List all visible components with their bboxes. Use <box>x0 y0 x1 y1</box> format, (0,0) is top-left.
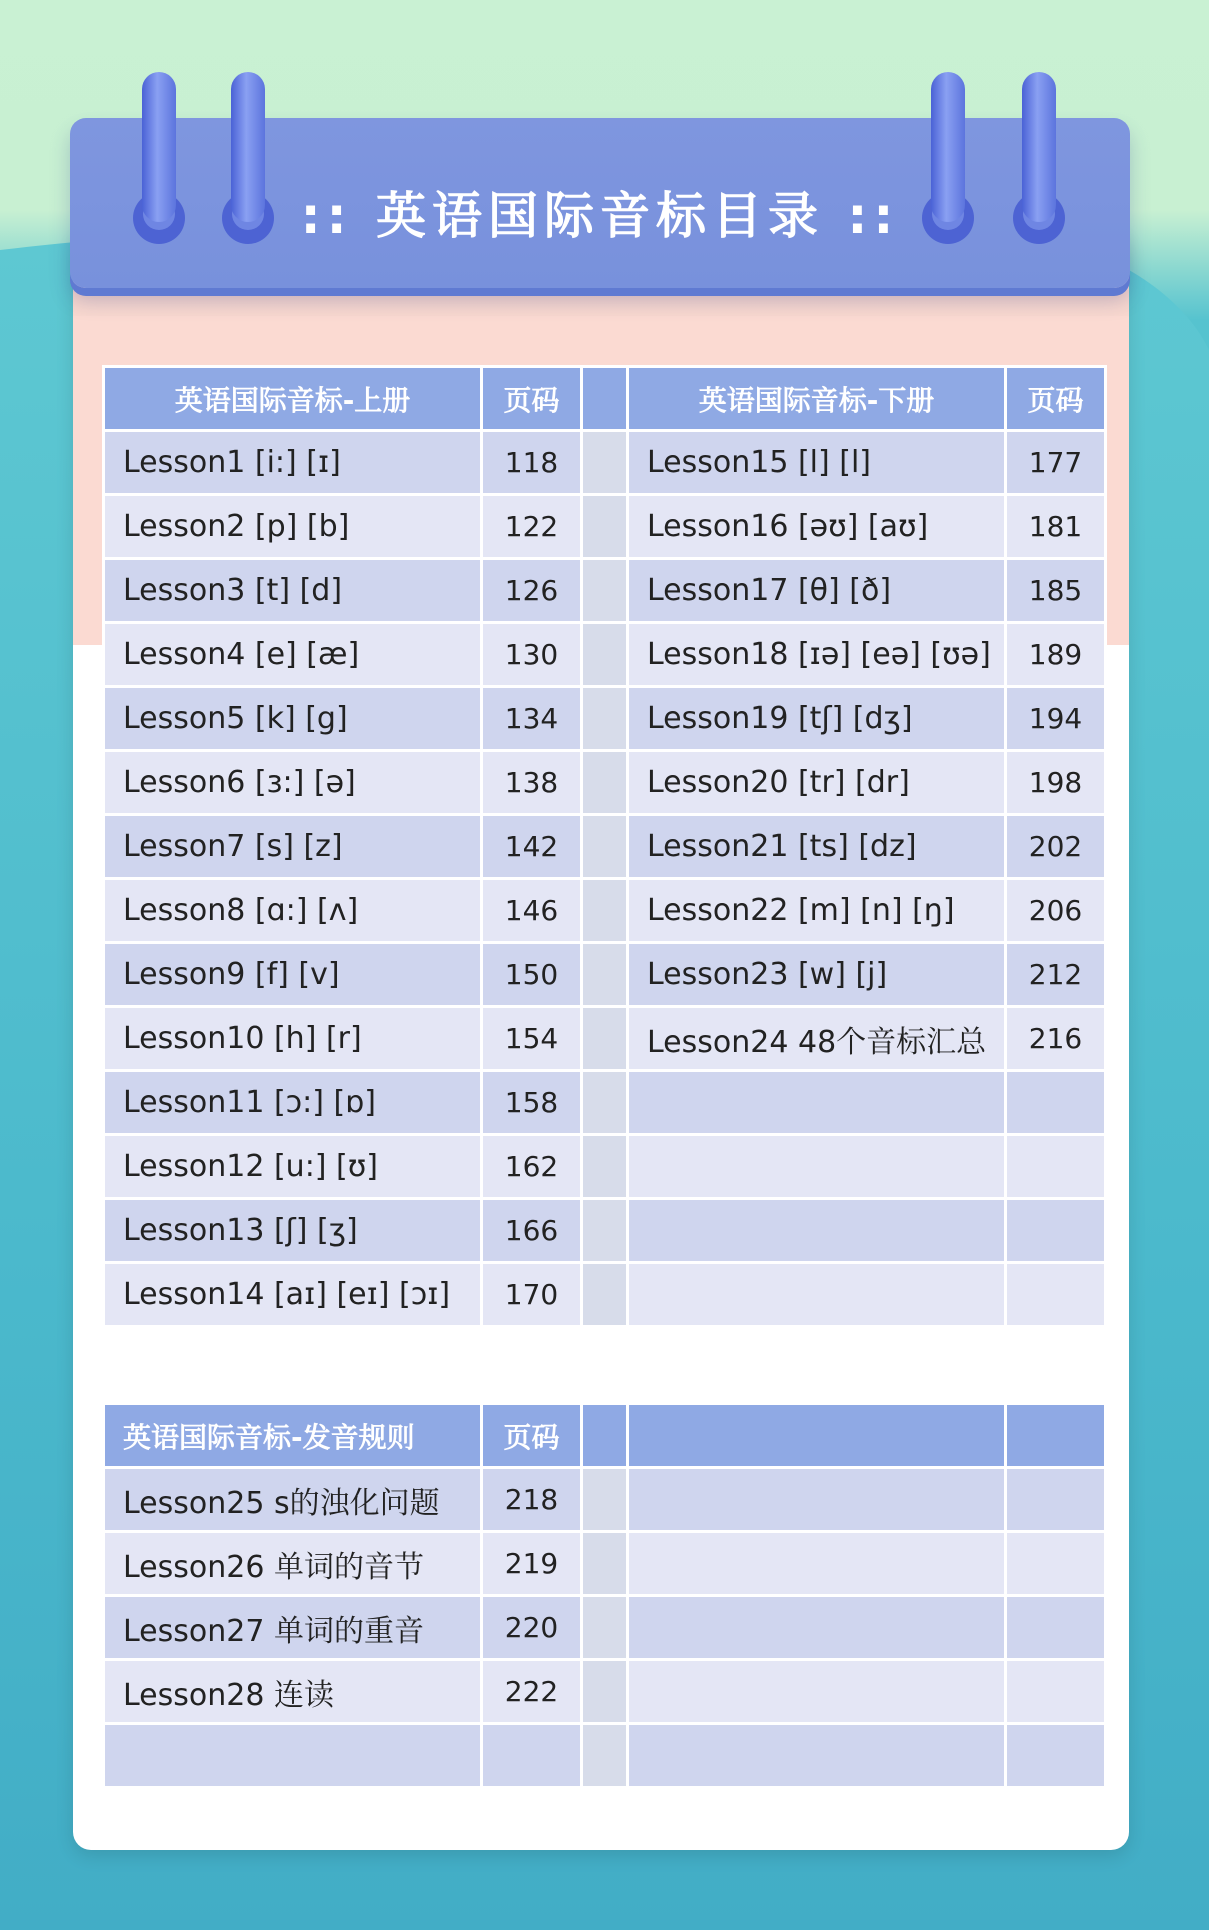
lesson-title: Lesson27 单词的重音 <box>104 1596 482 1660</box>
column-separator <box>582 431 628 495</box>
column-separator <box>582 1263 628 1327</box>
column-separator <box>582 623 628 687</box>
lesson-title: Lesson12 [u:] [ʊ] <box>104 1135 482 1199</box>
lesson-title: Lesson23 [w] [j] <box>628 943 1006 1007</box>
table-row <box>104 1071 1106 1135</box>
column-separator <box>582 943 628 1007</box>
page-number: 198 <box>1006 751 1106 815</box>
column-separator <box>582 687 628 751</box>
empty-cell <box>628 1468 1006 1532</box>
lesson-title: Lesson14 [aɪ] [eɪ] [ɔɪ] <box>104 1263 482 1327</box>
torn-paper-edge <box>73 290 1129 316</box>
empty-cell <box>628 1660 1006 1724</box>
page-number: 189 <box>1006 623 1106 687</box>
column-separator <box>582 367 628 431</box>
page-number <box>482 1724 582 1788</box>
lesson-title: Lesson17 [θ] [ð] <box>628 559 1006 623</box>
table-row <box>104 879 1106 943</box>
table-row <box>104 559 1106 623</box>
page-number: 126 <box>482 559 582 623</box>
volume2-page-header: 页码 <box>1006 367 1106 431</box>
table-row <box>104 1532 1106 1596</box>
table-row <box>104 1724 1106 1788</box>
page-number <box>1006 1199 1106 1263</box>
table-row <box>104 1135 1106 1199</box>
volume1-title: 英语国际音标-上册 <box>104 367 482 431</box>
page-number: 206 <box>1006 879 1106 943</box>
column-separator <box>582 1404 628 1468</box>
page-number: 222 <box>482 1660 582 1724</box>
binder-ring-icon-3 <box>931 72 965 222</box>
empty-cell <box>1006 1596 1106 1660</box>
lesson-title: Lesson11 [ɔ:] [ɒ] <box>104 1071 482 1135</box>
table-row <box>104 431 1106 495</box>
table-row <box>104 943 1106 1007</box>
column-separator <box>582 1071 628 1135</box>
page-number: 166 <box>482 1199 582 1263</box>
table-row <box>104 623 1106 687</box>
lesson-title: Lesson20 [tr] [dr] <box>628 751 1006 815</box>
lesson-title <box>628 1263 1006 1327</box>
column-separator <box>582 495 628 559</box>
table-row <box>104 1007 1106 1071</box>
binder-ring-icon-2 <box>231 72 265 222</box>
lesson-title: Lesson25 s的浊化问题 <box>104 1468 482 1532</box>
lesson-title: Lesson10 [h] [r] <box>104 1007 482 1071</box>
table-row <box>104 1660 1106 1724</box>
column-separator <box>582 559 628 623</box>
lesson-title: Lesson8 [ɑ:] [ʌ] <box>104 879 482 943</box>
page-number: 177 <box>1006 431 1106 495</box>
empty-cell <box>628 1596 1006 1660</box>
page-number: 134 <box>482 687 582 751</box>
volume2-title: 英语国际音标-下册 <box>628 367 1006 431</box>
empty-cell <box>1006 1468 1106 1532</box>
page-number: 185 <box>1006 559 1106 623</box>
page-number: 162 <box>482 1135 582 1199</box>
page-number: 158 <box>482 1071 582 1135</box>
lesson-title: Lesson6 [ɜ:] [ə] <box>104 751 482 815</box>
column-separator <box>582 1532 628 1596</box>
page-number: 142 <box>482 815 582 879</box>
table-row <box>104 495 1106 559</box>
page-number: 212 <box>1006 943 1106 1007</box>
table-row <box>104 815 1106 879</box>
empty-cell <box>628 1724 1006 1788</box>
lesson-title: Lesson21 [ts] [dz] <box>628 815 1006 879</box>
page-number: 216 <box>1006 1007 1106 1071</box>
page-number: 202 <box>1006 815 1106 879</box>
page-title: :: 英语国际音标目录 :: <box>300 187 900 245</box>
table-row <box>104 751 1106 815</box>
page-number: 194 <box>1006 687 1106 751</box>
column-separator <box>582 751 628 815</box>
page-number <box>1006 1263 1106 1327</box>
column-separator <box>582 1007 628 1071</box>
page-number: 122 <box>482 495 582 559</box>
column-separator <box>582 1724 628 1788</box>
empty-cell <box>628 1532 1006 1596</box>
lesson-title <box>628 1199 1006 1263</box>
page-number: 154 <box>482 1007 582 1071</box>
empty-header-cell <box>628 1404 1006 1468</box>
lesson-title: Lesson28 连读 <box>104 1660 482 1724</box>
column-separator <box>582 1596 628 1660</box>
lesson-title: Lesson19 [tʃ] [dʒ] <box>628 687 1006 751</box>
column-separator <box>582 815 628 879</box>
toc-table-volumes <box>102 365 1107 1328</box>
lesson-title: Lesson13 [ʃ] [ʒ] <box>104 1199 482 1263</box>
page-number <box>1006 1135 1106 1199</box>
lesson-title: Lesson3 [t] [d] <box>104 559 482 623</box>
lesson-title: Lesson18 [ɪə] [eə] [ʊə] <box>628 623 1006 687</box>
table-row <box>104 1468 1106 1532</box>
page-number: 170 <box>482 1263 582 1327</box>
lesson-title: Lesson24 48个音标汇总 <box>628 1007 1006 1071</box>
page-number: 130 <box>482 623 582 687</box>
page-number: 219 <box>482 1532 582 1596</box>
rules-title: 英语国际音标-发音规则 <box>104 1404 482 1468</box>
page-number: 138 <box>482 751 582 815</box>
table-header-row <box>104 1404 1106 1468</box>
lesson-title: Lesson22 [m] [n] [ŋ] <box>628 879 1006 943</box>
page-number: 150 <box>482 943 582 1007</box>
page-number: 218 <box>482 1468 582 1532</box>
page-number: 220 <box>482 1596 582 1660</box>
lesson-title <box>104 1724 482 1788</box>
lesson-title: Lesson7 [s] [z] <box>104 815 482 879</box>
empty-cell <box>1006 1660 1106 1724</box>
lesson-title: Lesson9 [f] [v] <box>104 943 482 1007</box>
column-separator <box>582 879 628 943</box>
lesson-title <box>628 1135 1006 1199</box>
column-separator <box>582 1468 628 1532</box>
lesson-title <box>628 1071 1006 1135</box>
empty-header-cell <box>1006 1404 1106 1468</box>
volume1-page-header: 页码 <box>482 367 582 431</box>
page-number: 118 <box>482 431 582 495</box>
empty-cell <box>1006 1724 1106 1788</box>
table-row <box>104 687 1106 751</box>
lesson-title: Lesson26 单词的音节 <box>104 1532 482 1596</box>
lesson-title: Lesson2 [p] [b] <box>104 495 482 559</box>
page-number: 181 <box>1006 495 1106 559</box>
column-separator <box>582 1135 628 1199</box>
table-row <box>104 1263 1106 1327</box>
empty-cell <box>1006 1532 1106 1596</box>
table-row <box>104 1596 1106 1660</box>
lesson-title: Lesson5 [k] [g] <box>104 687 482 751</box>
table-row <box>104 1199 1106 1263</box>
page-number <box>1006 1071 1106 1135</box>
toc-table-rules <box>102 1402 1107 1789</box>
lesson-title: Lesson4 [e] [æ] <box>104 623 482 687</box>
lesson-title: Lesson15 [l] [l] <box>628 431 1006 495</box>
page-number: 146 <box>482 879 582 943</box>
column-separator <box>582 1660 628 1724</box>
lesson-title: Lesson1 [i:] [ɪ] <box>104 431 482 495</box>
rules-page-header: 页码 <box>482 1404 582 1468</box>
lesson-title: Lesson16 [əʊ] [aʊ] <box>628 495 1006 559</box>
binder-ring-icon-1 <box>142 72 176 222</box>
table-header-row <box>104 367 1106 431</box>
column-separator <box>582 1199 628 1263</box>
binder-ring-icon-4 <box>1022 72 1056 222</box>
